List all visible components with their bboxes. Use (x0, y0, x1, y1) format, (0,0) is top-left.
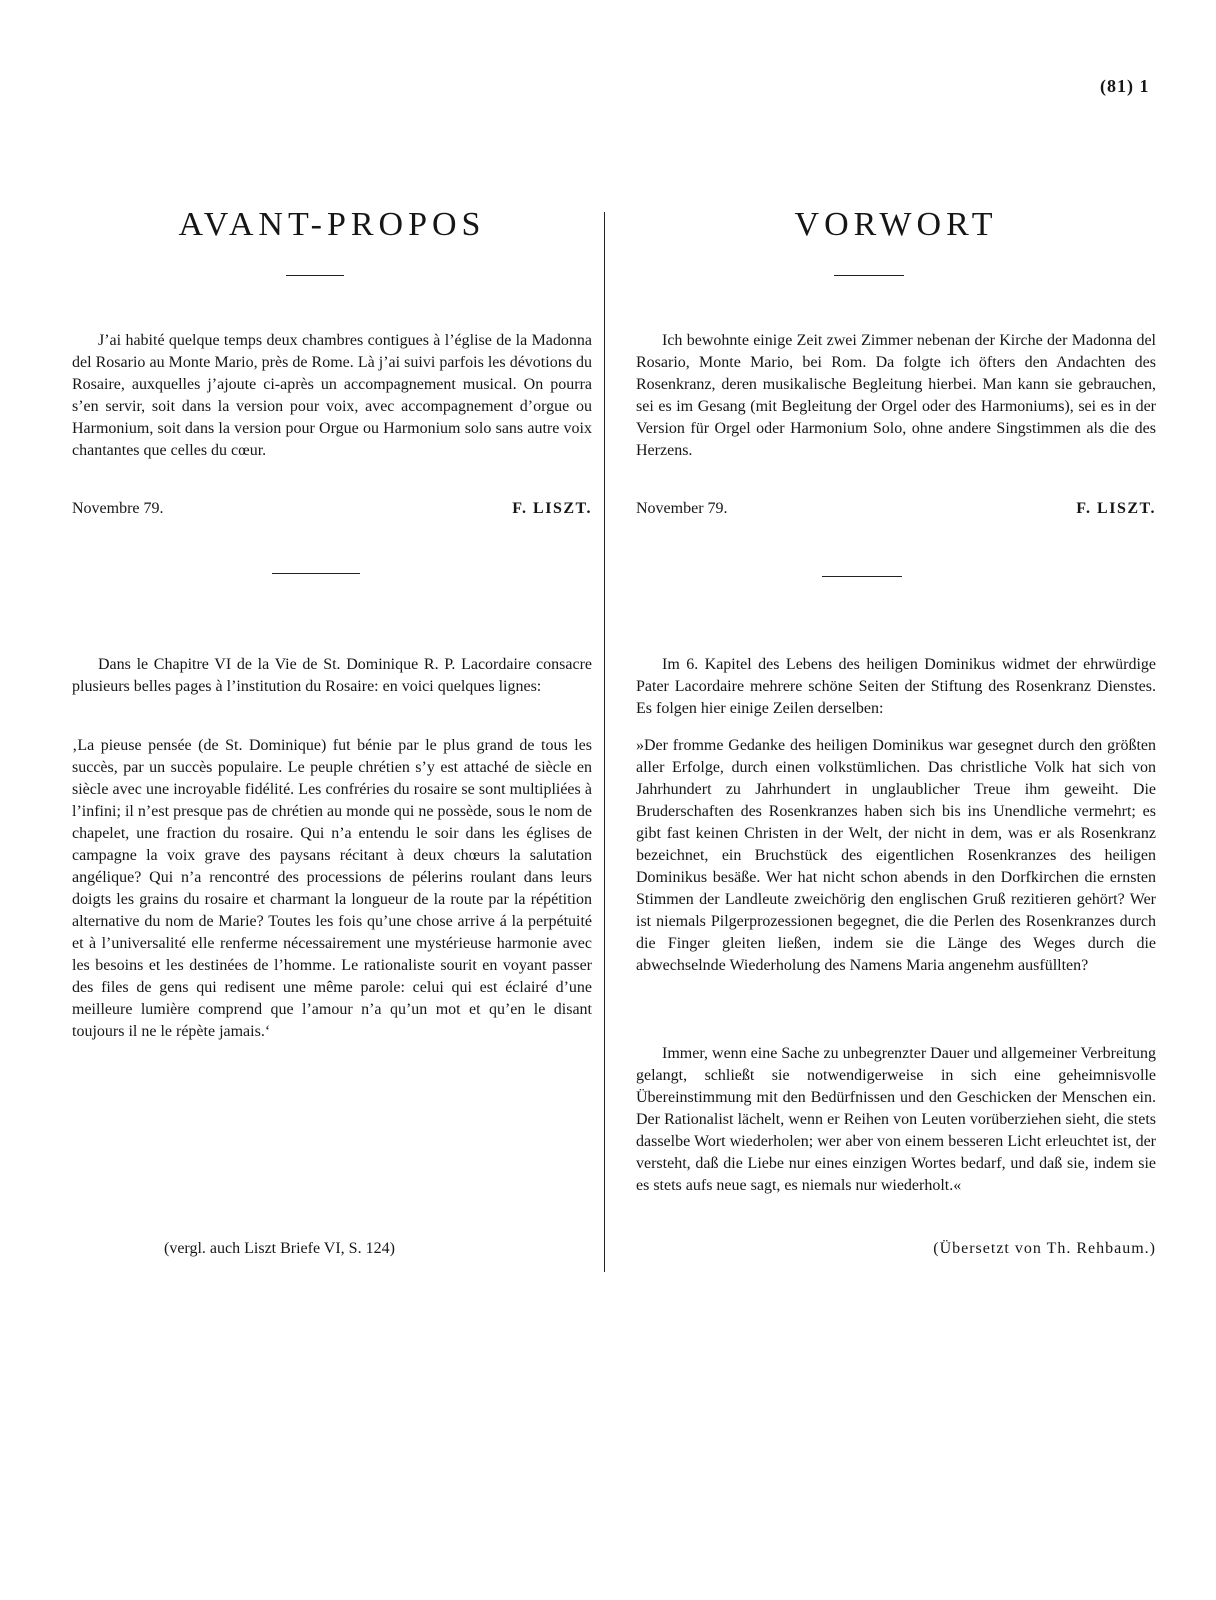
section-rule (822, 576, 902, 577)
french-date: Novembre 79. (72, 500, 164, 517)
german-date: November 79. (636, 500, 728, 517)
german-translator: (Übersetzt von Th. Rehbaum.) (933, 1240, 1156, 1257)
french-intro (72, 330, 592, 462)
french-chapter-intro (72, 654, 592, 698)
german-signature: F. LISZT. (1076, 500, 1156, 517)
french-signature: F. LISZT. (512, 500, 592, 517)
german-chapter-intro (636, 654, 1156, 720)
german-quote-2 (636, 1043, 1156, 1197)
french-quote: ‚La pieuse pensée (de St. Dominique) fut bénie par le plus grand de tous les succès, par un succès populaire. Le peuple chrétien s’y est attaché de siècle en siècle avec une incroyable fidélité. Les confréries du rosaire se sont multipliées à l’infini; il n’est presque pas de chrétien au monde qui ne possède, sous le nom de chapelet, une fraction du rosaire. Qui n’a entendu le soir dans les églises de campagne la voix grave des paysans récitant à deux chœurs la salutation angélique? Qui n’a rencontré des processions de pélerins roulant dans leurs doigts les grains du rosaire et charmant la longueur de la route par la répétition alternative du nom de Marie? Toutes les fois qu’une chose arrive á la perpétuité et à l’universalité elle renferme nécessairement une mystérieuse harmonie avec les besoins et les destinées de l’homme. Le rationaliste sourit en voyant passer des files de gens qui redisent une même parole: celui qui est éclairé d’une meilleure lumière comprend que l’amour n’a qu’un mot et qu’en le disant toujours il ne le répète jamais.‘ (72, 737, 592, 1040)
german-intro (636, 330, 1156, 462)
german-quote-1: »Der fromme Gedanke des heiligen Dominikus war gesegnet durch den größten aller Erfolge, durch einen volkstümlichen. Das christliche Volk hat sich von Jahrhundert zu Jahrhundert in unglaublicher Treue ihm geweiht. Die Bruderschaften des Rosenkranzes haben sich bis ins Unendliche vermehrt; es gibt fast keinen Christen in der Welt, der nicht in dem, was er als Rosenkranz bezeichnet, ein Bruchstück des eigentlichen Rosenkranzes des heiligen Dominikus besäße. Wer hat nicht schon abends in den Dorfkirchen die ernsten Stimmen der Landleute zweichörig den englischen Gruß rezitieren gehört? Wer ist niemals Pilgerprozessionen begegnet, die die Perlen des Rosenkranzes durch die Finger gleiten ließen, indem sie die Länge des Weges durch die abwechselnde Wiederholung des Namens Maria angenehm ausfüllten? (636, 737, 1156, 974)
section-rule (272, 573, 360, 574)
title-rule (834, 275, 904, 276)
french-reference: (vergl. auch Liszt Briefe VI, S. 124) (164, 1240, 395, 1257)
german-title: VORWORT (794, 206, 998, 243)
title-rule (286, 275, 344, 276)
column-divider (604, 212, 605, 1272)
german-signature-line (636, 500, 1156, 518)
french-intro-text: J’ai habité quelque temps deux chambres contigues à l’église de la Madonna del Rosario au Monte Mario, près de Rome. Là j’ai suivi parfois les dévotions du Rosaire, auxquelles j’ajoute ci-après un accompagnement musical. On pourra s’en servir, soit dans la version pour voix, avec accompagnement d’orgue ou Harmonium, soit dans la version pour Orgue ou Harmonium solo sans autre voix chantantes que celles du cœur. (72, 332, 592, 459)
french-chapter-intro-text: Dans le Chapitre VI de la Vie de St. Dominique R. P. Lacordaire consacre plusieurs belles pages à l’institution du Rosaire: en voici quelques lignes: (72, 656, 592, 695)
german-chapter-intro-text: Im 6. Kapitel des Lebens des heiligen Dominikus widmet der ehrwürdige Pater Lacordaire mehrere schöne Seiten der Stiftung des Rosenkranz Dienstes. Es folgen hier einige Zeilen derselben: (636, 656, 1156, 717)
german-intro-text: Ich bewohnte einige Zeit zwei Zimmer nebenan der Kirche der Madonna del Rosario, Monte Mario, bei Rom. Da folgte ich öfters den Andachten des Rosenkranz, deren musikalische Begleitung hierbei. Man kann sie gebrauchen, sei es im Gesang (mit Begleitung der Orgel oder des Harmoniums), sei es in der Version für Orgel oder Harmonium Solo, ohne andere Singstimmen als die des Herzens. (636, 332, 1156, 459)
page-number: (81) 1 (1100, 76, 1150, 96)
german-quote-2-text: Immer, wenn eine Sache zu unbegrenzter Dauer und allgemeiner Verbreitung gelangt, schließt sie notwendigerweise in sich eine geheimnisvolle Übereinstimmung mit den Bedürfnissen und den Geschicken der Menschen ein. Der Rationalist lächelt, wenn er Reihen von Leuten vorüberziehen sieht, die stets dasselbe Wort wiederholen; wer aber von einem besseren Licht erleuchtet ist, der versteht, daß die Liebe nur eines einzigen Wortes bedarf, und daß sie, indem sie es stets aufs neue sagt, es niemals nur wiederholt.« (636, 1045, 1156, 1194)
french-title: AVANT-PROPOS (178, 206, 486, 243)
french-signature-line (72, 500, 592, 518)
